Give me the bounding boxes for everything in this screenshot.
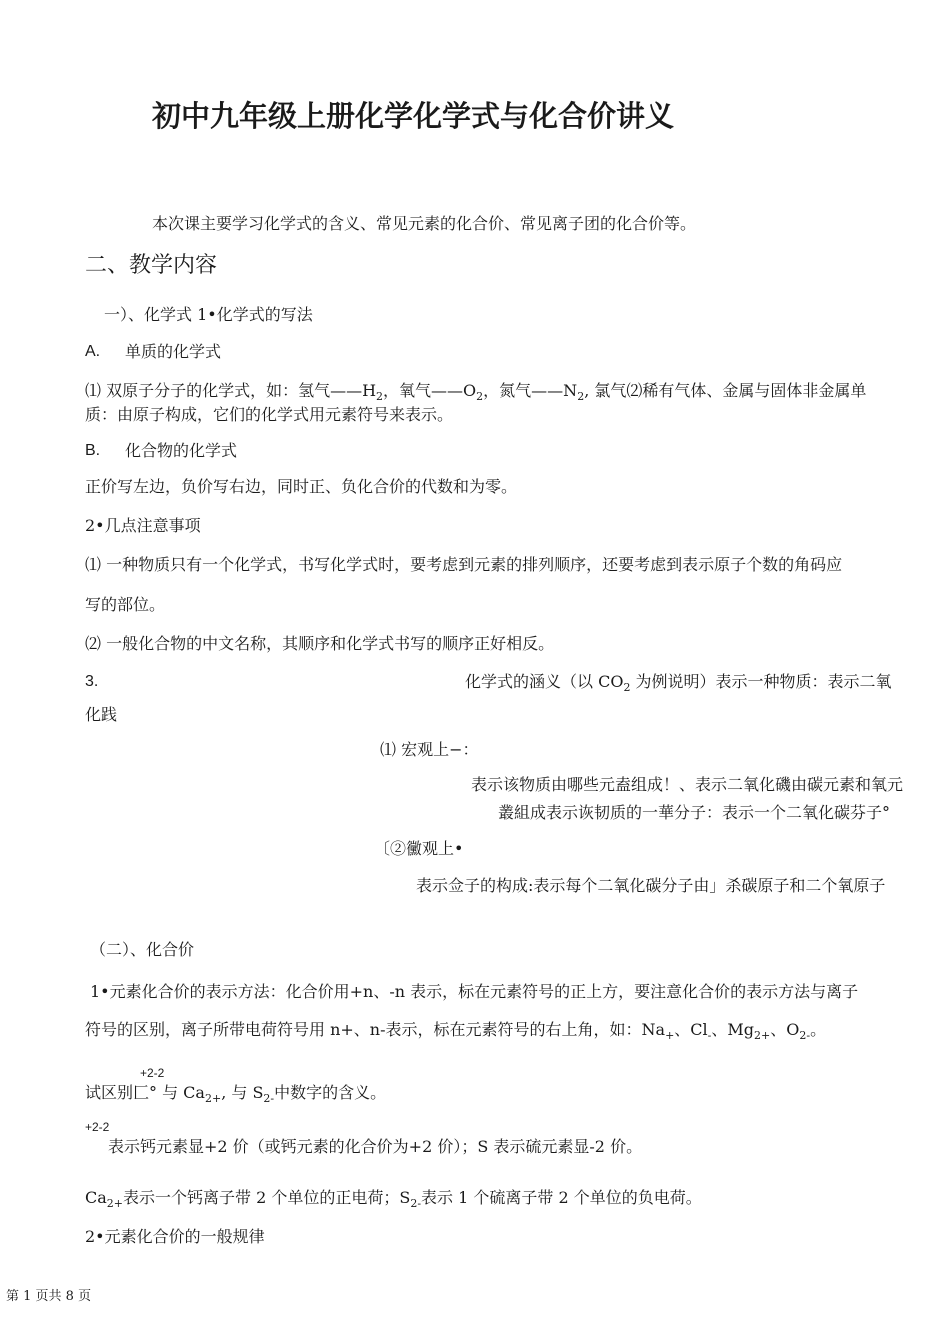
- intro-paragraph: 本次课主要学习化学式的含义、常见元素的化合价、常见离子团的化合价等。: [152, 214, 697, 233]
- valence-mark-2: +2-2: [85, 1120, 110, 1134]
- paragraph-formula-meaning-continued: 化践: [85, 705, 118, 724]
- micro-heading: 〔②黴观上•: [374, 839, 464, 858]
- macro-line-2: 叢組成表示诙韧质的一華分子：表示一个二氧化碳芬子°: [498, 803, 891, 822]
- item-heading-compound-formula: 化合物的化学式: [125, 441, 238, 460]
- item-label-b: B.: [85, 442, 101, 459]
- paragraph-formula-meaning: 化学式的涵义（以 $CO_2$ 为例说明）表示一种物质：表示二氧: [465, 672, 892, 695]
- heading-valence-rules: 2•元素化合价的一般规律: [85, 1227, 265, 1246]
- item-heading-elemental-formula: 单质的化学式: [125, 342, 222, 361]
- page-footer: 第 1 页共 8 页: [6, 1289, 92, 1304]
- page-title: 初中九年级上册化学化学式与化合价讲义: [152, 99, 675, 133]
- paragraph-valence-order: 正价写左边，负价写右边，同时正、负化合价的代数和为零。: [85, 477, 518, 496]
- macro-line-1: 表示该物质由哪些元盍组成！、表示二氧化磯由碳元素和氧元: [471, 775, 904, 794]
- subsection-valence: （二）、化合价: [90, 940, 195, 959]
- note-1-continued: 写的部位。: [85, 595, 166, 614]
- micro-line-1: 表示佥子的构成:表示每个二氧化碳分子由」杀碳原子和二个氧原子: [416, 876, 886, 895]
- valence-method-line-1: 1•元素化合价的表示方法：化合价用+n、-n 表示，标在元素符号的正上方，要注意化合价的表示方法与离子: [90, 982, 859, 1001]
- paragraph-diatomic-continued: 质：由原子构成，它们的化学式用元素符号来表示。: [85, 405, 454, 424]
- subsection-chemical-formula: 一）、化学式 1•化学式的写法: [104, 305, 313, 324]
- exercise-distinguish: 试区别匚° 与 $Ca_{2+}$, 与 $S_{2-}$中数字的含义。: [85, 1083, 387, 1106]
- valence-mark-1: +2-2: [140, 1066, 165, 1080]
- section-heading-teaching-content: 二、教学内容: [85, 253, 218, 278]
- paragraph-diatomic-molecules: ⑴ 双原子分子的化学式，如：氢气$——H_2$，氧气$——O_2$，氮气$——N_2$, 氯气⑵稀有气体、金属与固体非金属单: [85, 381, 867, 404]
- item-label-a: A.: [85, 343, 101, 360]
- note-2: ⑵ 一般化合物的中文名称，其顺序和化学式书写的顺序正好相反。: [85, 634, 555, 653]
- heading-notes: 2•几点注意事项: [85, 516, 201, 535]
- explanation-ion-charge: $Ca_{2+}$表示一个钙离子带 2 个单位的正电荷；$S_{2-}$表示 1 个硫离子带 2 个单位的负电荷。: [85, 1188, 702, 1211]
- item-label-3: 3.: [85, 673, 99, 690]
- explanation-valence: 表示钙元素显+2 价（或钙元素的化合价为+2 价）；S 表示硫元素显-2 价。: [108, 1137, 643, 1156]
- note-1: ⑴ 一种物质只有一个化学式，书写化学式时，要考虑到元素的排列顺序，还要考虑到表示原子个数的角码应: [85, 555, 843, 574]
- valence-method-line-2: 符号的区别，离子所带电荷符号用 n+、n-表示，标在元素符号的右上角，如：$Na_+$、$Cl_-$、$Mg_{2+}$、$O_{2-}$。: [85, 1020, 827, 1043]
- macro-heading: ⑴ 宏观上−：: [380, 740, 479, 759]
